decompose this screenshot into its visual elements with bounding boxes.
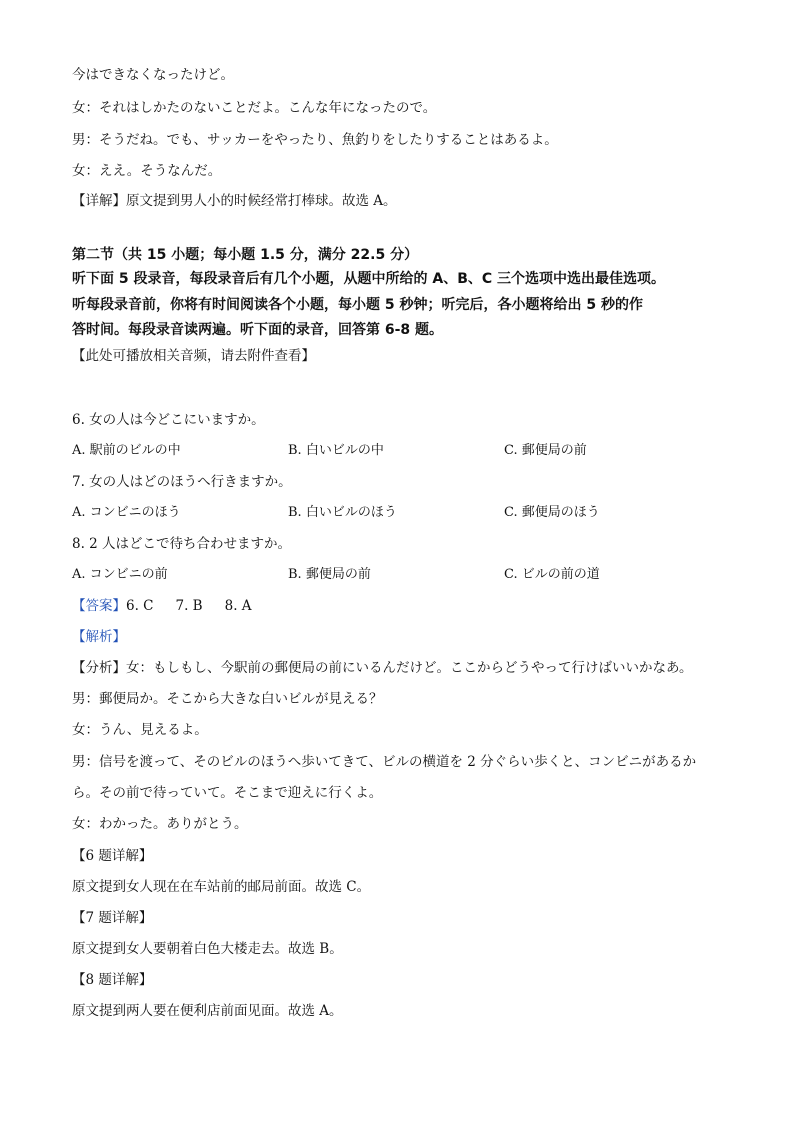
answer-line bbox=[72, 597, 732, 615]
question-stem: 6. 女の人は今どこにいますか。 bbox=[72, 412, 265, 428]
option-c: C. 郵便局のほう bbox=[504, 505, 600, 520]
section-instruction: 听每段录音前，你将有时间阅读各个小题，每小题 5 秒钟；听完后，各小题将给出 5 秒的作 bbox=[72, 297, 643, 313]
option-a: A. コンビニの前 bbox=[72, 567, 168, 582]
dialogue-line: 男：郵便局か。そこから大きな白いビルが見える？ bbox=[72, 691, 383, 707]
detail-label: 【6 题详解】 bbox=[72, 848, 153, 864]
dialogue-line: 【分析】女：もしもし、今駅前の郵便局の前にいるんだけど。ここからどうやって行けばいいかなあ。 bbox=[72, 660, 693, 676]
dialogue-line: ら。その前で待っていて。そこまで迎えに行くよ。 bbox=[72, 785, 383, 801]
question-stem: 7. 女の人はどのほうへ行きますか。 bbox=[72, 474, 292, 490]
dialogue-line: 女：ええ。そうなんだ。 bbox=[72, 163, 222, 179]
section-instruction: 听下面 5 段录音，每段录音后有几个小题，从题中所给的 A、B、C 三个选项中选出最佳选项。 bbox=[72, 271, 666, 287]
option-a: A. 駅前のビルの中 bbox=[72, 443, 181, 458]
explanation-line: 【详解】原文提到男人小的时候经常打棒球。故选 A。 bbox=[72, 193, 397, 209]
dialogue-line: 女：わかった。ありがとう。 bbox=[72, 816, 248, 832]
option-c: C. ビルの前の道 bbox=[504, 567, 600, 582]
audio-note: 【此处可播放相关音频，请去附件查看】 bbox=[72, 348, 315, 364]
answer-item: 8. A bbox=[224, 598, 252, 614]
detail-label: 【7 题详解】 bbox=[72, 910, 153, 926]
dialogue-line: 今はできなくなったけど。 bbox=[72, 67, 234, 83]
option-b: B. 白いビルの中 bbox=[288, 443, 384, 458]
detail-text: 原文提到女人现在在车站前的邮局前面。故选 C。 bbox=[72, 879, 371, 895]
section-instruction: 答时间。每段录音读两遍。听下面的录音，回答第 6-8 题。 bbox=[72, 322, 444, 338]
analysis-label: 【解析】 bbox=[72, 629, 126, 645]
dialogue-line: 男：そうだね。でも、サッカーをやったり、魚釣りをしたりすることはあるよ。 bbox=[72, 132, 558, 148]
dialogue-line: 男：信号を渡って、そのビルのほうへ歩いてきて、ビルの横道を 2 分ぐらい歩くと、コンビニがあるか bbox=[72, 754, 697, 770]
option-b: B. 白いビルのほう bbox=[288, 505, 397, 520]
answer-item: 6. C bbox=[126, 598, 154, 614]
detail-text: 原文提到女人要朝着白色大楼走去。故选 B。 bbox=[72, 941, 343, 957]
dialogue-line: 女：うん、見えるよ。 bbox=[72, 722, 208, 738]
option-a: A. コンビニのほう bbox=[72, 505, 181, 520]
answer-label: 【答案】 bbox=[72, 598, 126, 614]
section-heading: 第二节（共 15 小题；每小题 1.5 分，满分 22.5 分） bbox=[72, 247, 419, 263]
option-b: B. 郵便局の前 bbox=[288, 567, 371, 582]
detail-text: 原文提到两人要在便利店前面见面。故选 A。 bbox=[72, 1003, 343, 1019]
dialogue-line: 女：それはしかたのないことだよ。こんな年になったので。 bbox=[72, 100, 437, 116]
option-c: C. 郵便局の前 bbox=[504, 443, 587, 458]
detail-label: 【8 题详解】 bbox=[72, 972, 153, 988]
answer-item: 7. B bbox=[175, 598, 203, 614]
question-stem: 8. 2 人はどこで待ち合わせますか。 bbox=[72, 536, 292, 552]
